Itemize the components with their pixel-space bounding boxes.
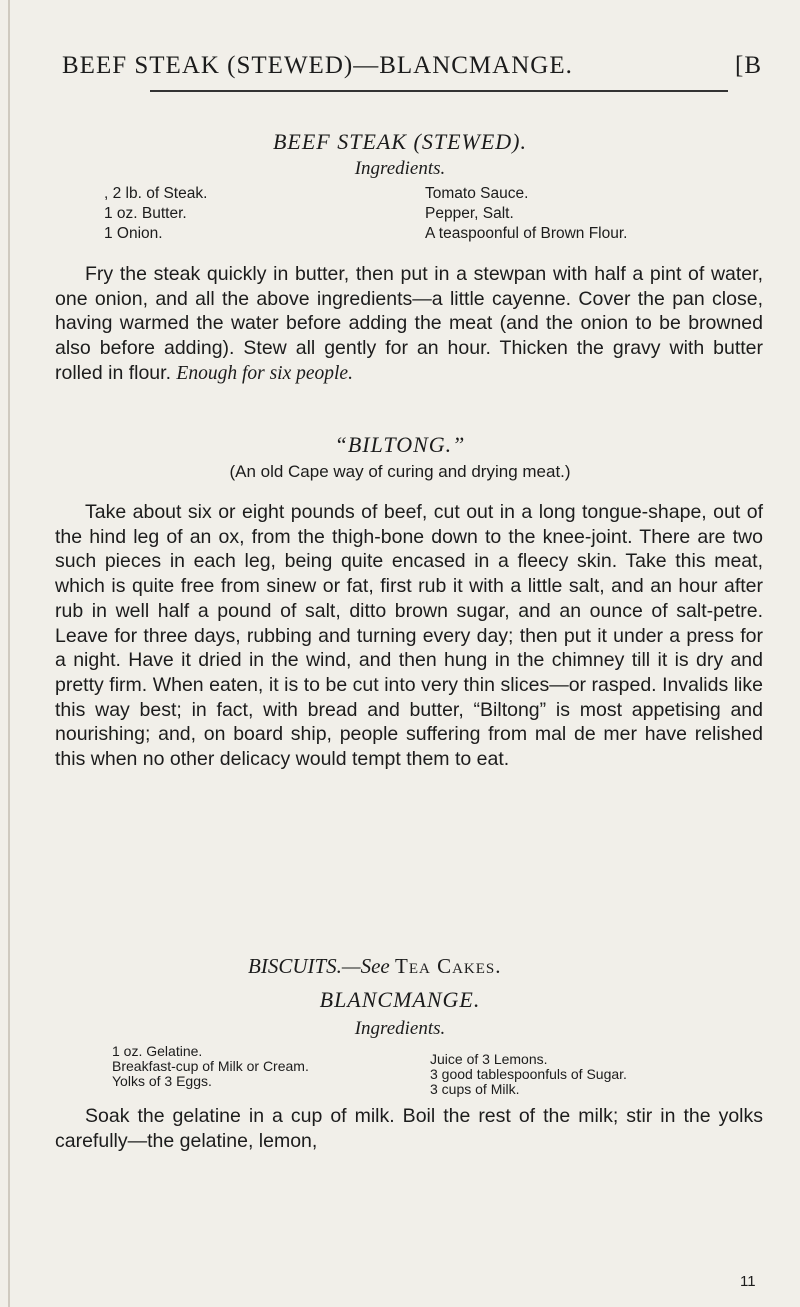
biltong-subtitle: (An old Cape way of curing and drying meat.) [229,462,571,481]
ingredient-item: A teaspoonful of Brown Flour. [425,225,628,242]
beef-steak-serves: Enough for six people. [176,362,353,384]
ingredient-item: 3 good tablespoonfuls of Sugar. [430,1066,627,1082]
beef-steak-ingredients-right [425,184,627,244]
page-number: 11 [740,1273,756,1290]
blancmange-ingredients-right [430,1052,627,1097]
ingredient-item: Tomato Sauce. [425,185,529,202]
page-edge [8,0,10,1307]
header-rule [150,90,728,92]
beef-steak-ingredients-left [104,184,207,244]
ingredient-item: , 2 lb. of Steak. [104,185,208,202]
biscuits-ref: Tea Cakes. [395,954,502,978]
ingredient-item: 1 Onion. [104,225,163,242]
blancmange-ingredients-label: Ingredients. [354,1018,446,1039]
ingredient-item: Pepper, Salt. [425,205,514,222]
running-head-section: [B [735,52,762,79]
ingredient-item: Yolks of 3 Eggs. [112,1073,212,1089]
beef-steak-ingredients-label: Ingredients. [354,158,446,179]
beef-steak-method-text: Fry the steak quickly in butter, then put in a stewpan with half a pint of water, one onion, and all the above ingredients—a little cayenne. Cover the pan close, having warmed the water before adding the meat (and the onion to be browned also before adding). Stew all gently for an hour. Thicken the gravy with butter rolled in flour. [55,263,763,384]
ingredient-item: 1 oz. Butter. [104,205,187,222]
ingredient-item: 3 cups of Milk. [430,1081,520,1097]
biltong-method: Take about six or eight pounds of beef, cut out in a long tongue-shape, out of the hind leg of an ox, from the thigh-bone down to the knee-joint. There are two such pieces in each leg, being quite encased in a fleecy skin. Take this meat, which is quite free from sinew or fat, first rub it with a little salt, and an hour after rub in well half a pound of salt, ditto brown sugar, and an ounce of salt-petre. Leave for three days, rubbing and turning every day; then put it under a press for a night. Have it dried in the wind, and then hung in the chimney till it is dry and pretty firm. When eaten, it is to be cut into very thin slices—or rasped. Invalids like this way best; in fact, with bread and butter, “Biltong” is most appetising and nourishing; and, on board ship, people suffering from mal de mer have relished this when no other delicacy would tempt them to eat. [55,501,763,771]
blancmange-title: BLANCMANGE. [319,987,481,1012]
biscuits-see: —See [341,954,390,978]
ingredient-item: Juice of 3 Lemons. [430,1051,548,1067]
beef-steak-title: BEEF STEAK (STEWED). [272,129,528,154]
biscuits-title: BISCUITS. [248,954,342,978]
blancmange-ingredients-left [112,1044,309,1089]
ingredient-item: Breakfast-cup of Milk or Cream. [112,1058,309,1074]
ingredient-item: 1 oz. Gelatine. [112,1043,203,1059]
blancmange-method: Soak the gelatine in a cup of milk. Boil the rest of the milk; stir in the yolks carefully—the gelatine, lemon, [55,1105,763,1152]
biscuits-cross-reference [248,954,502,979]
biltong-title: “BILTONG.” [334,432,466,457]
running-head-title: BEEF STEAK (STEWED)—BLANCMANGE. [62,52,573,79]
beef-steak-method [55,262,763,387]
